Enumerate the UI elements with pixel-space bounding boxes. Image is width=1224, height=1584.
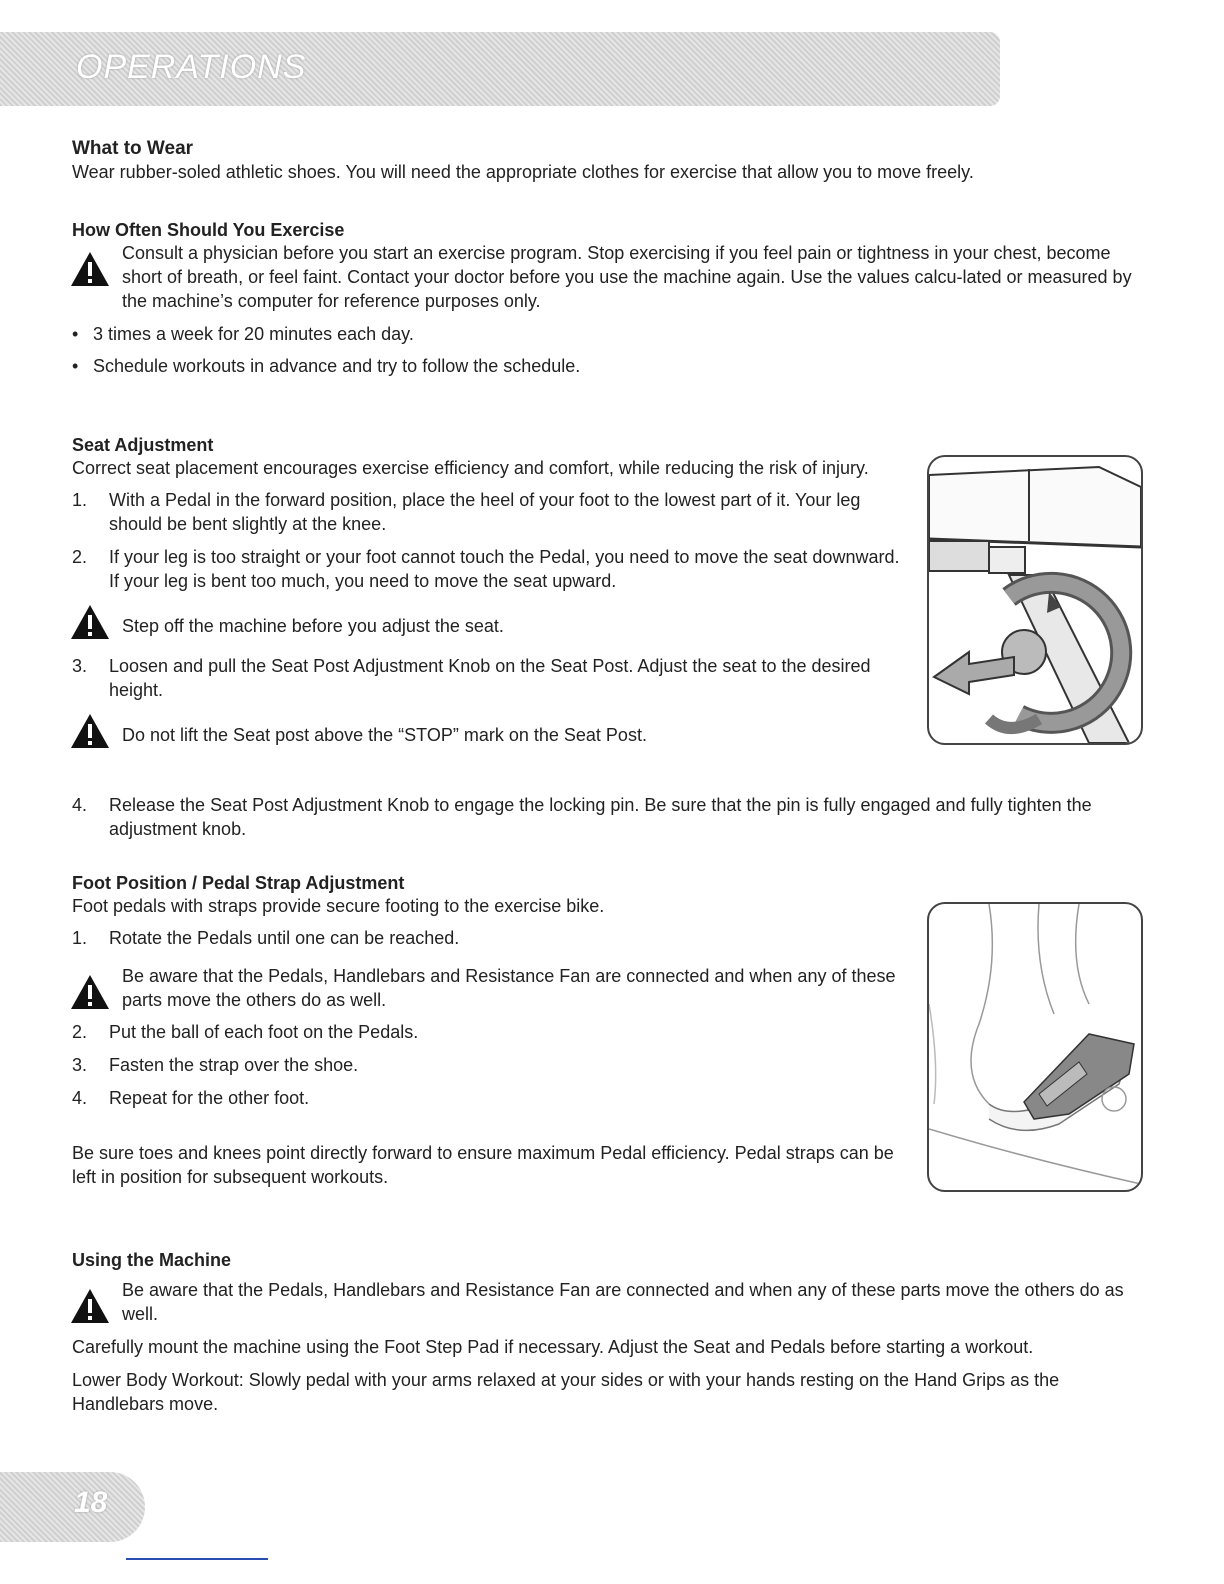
- pedal-foot-drawing: [929, 904, 1141, 1190]
- warning-icon: [70, 251, 110, 287]
- warning-text: Step off the machine before you adjust the seat.: [122, 616, 504, 636]
- warning-icon: [70, 713, 110, 749]
- warning-icon: [70, 1288, 110, 1324]
- list-item: 2. Put the ball of each foot on the Pedals.: [72, 1022, 419, 1042]
- seat-step-4: [72, 793, 1142, 841]
- foot-warning: [72, 964, 912, 1012]
- using-heading: Using the Machine: [72, 1250, 232, 1270]
- warning-text: Be aware that the Pedals, Handlebars and Resistance Fan are connected and when any of these parts move the others do as well.: [122, 1280, 1124, 1324]
- foot-position-section: [72, 873, 912, 1189]
- list-item: • Schedule workouts in advance and try to follow the schedule.: [72, 356, 581, 376]
- list-item: 3. Fasten the strap over the shoe.: [72, 1055, 359, 1075]
- seat-warning-2: [72, 723, 912, 747]
- how-often-section: [72, 220, 1147, 378]
- step-text: With a Pedal in the forward position, place the heel of your foot to the lowest part of it. Your leg should be bent slightly at the knee.: [109, 490, 861, 534]
- step-text: Repeat for the other foot.: [109, 1088, 310, 1108]
- step-text: If your leg is too straight or your foot cannot touch the Pedal, you need to move the seat downward. If your leg is bent too much, you need to move the seat upward.: [109, 547, 900, 591]
- what-to-wear-text: Wear rubber-soled athletic shoes. You will need the appropriate clothes for exercise that allow you to move freely.: [72, 162, 974, 182]
- warning-icon: [70, 974, 110, 1010]
- step-text: Fasten the strap over the shoe.: [109, 1055, 359, 1075]
- list-item: 1. Rotate the Pedals until one can be reached.: [72, 928, 460, 948]
- step-text: Release the Seat Post Adjustment Knob to engage the locking pin. Be sure that the pin is fully engaged and fully tighten the adjustment knob.: [109, 795, 1092, 839]
- seat-adjustment-illustration: [927, 455, 1143, 745]
- using-para-2: Lower Body Workout: Slowly pedal with your arms relaxed at your sides or with your hands resting on the Hand Grips as the Handlebars move.: [72, 1370, 1060, 1414]
- seat-intro: Correct seat placement encourages exercise efficiency and comfort, while reducing the risk of injury.: [72, 458, 869, 478]
- bullet-text: 3 times a week for 20 minutes each day.: [93, 324, 414, 344]
- bullet-text: Schedule workouts in advance and try to follow the schedule.: [93, 356, 581, 376]
- page-title: OPERATIONS: [76, 48, 307, 86]
- seat-knob-drawing: [929, 457, 1141, 743]
- list-item: • 3 times a week for 20 minutes each day.: [72, 324, 414, 344]
- seat-warning-1: [72, 614, 912, 638]
- step-text: Put the ball of each foot on the Pedals.: [109, 1022, 419, 1042]
- how-often-warning: [72, 241, 1147, 313]
- seat-adjustment-section: [72, 435, 912, 747]
- warning-icon: [70, 604, 110, 640]
- list-item: 3. Loosen and pull the Seat Post Adjustment Knob on the Seat Post. Adjust the seat to the desired height.: [72, 656, 871, 700]
- using-warning: [72, 1278, 1147, 1326]
- list-item: 4. Repeat for the other foot.: [72, 1088, 310, 1108]
- what-to-wear-heading: What to Wear: [72, 138, 194, 159]
- footer-rule: [126, 1558, 268, 1560]
- how-often-heading: How Often Should You Exercise: [72, 220, 345, 240]
- warning-text: Do not lift the Seat post above the “STOP” mark on the Seat Post.: [122, 725, 647, 745]
- foot-intro: Foot pedals with straps provide secure footing to the exercise bike.: [72, 896, 605, 916]
- page-number: 18: [74, 1486, 108, 1519]
- warning-text: Be aware that the Pedals, Handlebars and Resistance Fan are connected and when any of these parts move the others do as well.: [122, 966, 896, 1010]
- list-item: 1. With a Pedal in the forward position, place the heel of your foot to the lowest part of it. Your leg should be bent slightly at the knee.: [72, 490, 861, 534]
- foot-heading: Foot Position / Pedal Strap Adjustment: [72, 873, 405, 893]
- how-often-warning-text: Consult a physician before you start an exercise program. Stop exercising if you feel pain or tightness in your chest, become short of breath, or feel faint. Contact your doctor before you use the machine again. Use the values calcu-lated or measured by the machine’s computer for reference purposes only.: [122, 243, 1132, 311]
- using-para-1: Carefully mount the machine using the Foot Step Pad if necessary. Adjust the Seat and Pedals before starting a workout.: [72, 1337, 1034, 1357]
- step-text: Loosen and pull the Seat Post Adjustment Knob on the Seat Post. Adjust the seat to the desired height.: [109, 656, 871, 700]
- what-to-wear-section: [72, 138, 1142, 184]
- pedal-strap-illustration: [927, 902, 1143, 1192]
- list-item: 4. Release the Seat Post Adjustment Knob to engage the locking pin. Be sure that the pin is fully engaged and fully tighten the adjustment knob.: [72, 795, 1092, 839]
- step-text: Rotate the Pedals until one can be reached.: [109, 928, 460, 948]
- page-number-tab: [0, 1472, 145, 1542]
- list-item: 2. If your leg is too straight or your foot cannot touch the Pedal, you need to move the seat downward. If your leg is bent too much, you need to move the seat upward.: [72, 547, 900, 591]
- foot-closing: Be sure toes and knees point directly forward to ensure maximum Pedal efficiency. Pedal straps can be left in position for subsequent workouts.: [72, 1143, 894, 1187]
- seat-heading: Seat Adjustment: [72, 435, 214, 455]
- using-machine-section: [72, 1250, 1147, 1416]
